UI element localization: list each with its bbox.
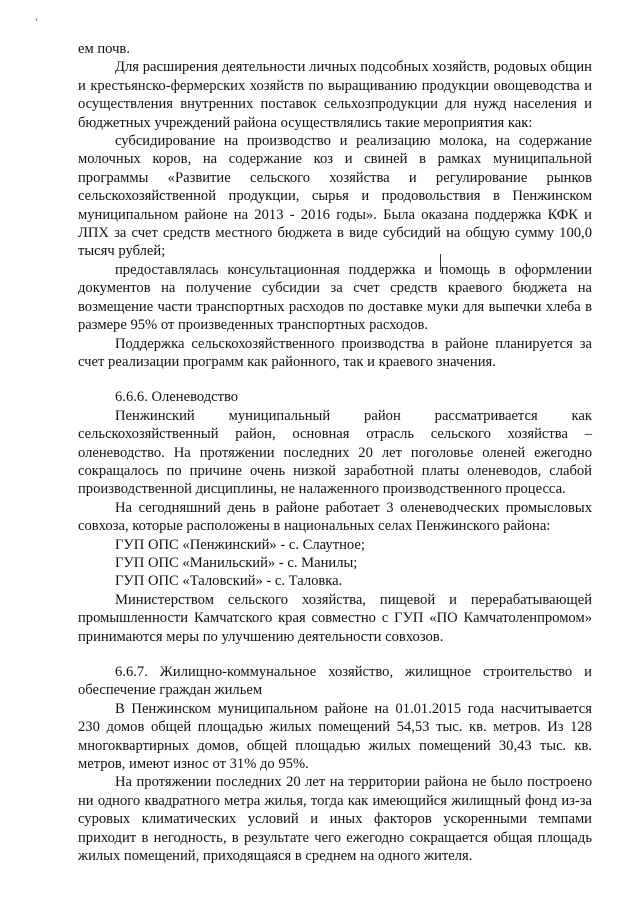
section-spacer: [78, 646, 592, 663]
paragraph-housing-stock: В Пенжинском муниципальном районе на 01.01.2015 года насчитывается 230 домов общей площадью жилых помещений 54,53 тыс. кв. метров. Из 128 многоквартирных домов, общей площадью жилых помещений 30,43 тыс. кв. метров, имеют износ от 31% до 95%.: [78, 700, 592, 773]
paragraph-reindeer-decline: Пенжинский муниципальный район рассматривается как сельскохозяйственный район, основная отрасль сельского хозяйства – оленеводство. На протяжении последних 20 лет поголовье оленей ежегодно сокращалось по причине очень низкой заработной платы оленеводов, слабой производственной дисциплины, не налаженного производственного процесса.: [78, 407, 592, 498]
paragraph-consulting-support: предоставлялась консультационная поддержка и помощь в оформлении документов на получение субсидии за счет средств краевого бюджета на возмещение части транспортных расходов по доставке муки для выпечки хлеба в размере 95% от произведенных транспортных расходов.: [78, 261, 592, 334]
list-item-manilsky: ГУП ОПС «Манильский» - с. Манилы;: [115, 554, 358, 571]
paragraph-activities-intro: Для расширения деятельности личных подсобных хозяйств, родовых общин и крестьянско-фермерских хозяйств по выращиванию продукции овощеводства и осуществления внутренних поставок сельхозпродукции для нужд населения и бюджетных учреждений района осуществлялись такие мероприятия как:: [78, 59, 592, 131]
list-item-talovsky: ГУП ОПС «Таловский» - с. Таловка.: [115, 573, 343, 590]
paragraph-support-plans: Поддержка сельскохозяйственного производства в районе планируется за счет реализации программ как районного, так и краевого значения.: [78, 335, 592, 370]
paragraph-sovkhozes: На сегодняшний день в районе работает 3 оленеводческих промысловых совхоза, которые расположены в национальных селах Пенжинского района:: [78, 499, 592, 535]
section-heading-housing: 6.6.7. Жилищно-коммунальное хозяйство, жилищное строительство и обеспечение граждан жильем: [78, 664, 592, 699]
list-item-penzhinsky: ГУП ОПС «Пенжинский» - с. Слаутное;: [115, 536, 365, 553]
corner-mark: ‹: [35, 14, 38, 24]
section-heading-reindeer: 6.6.6. Оленеводство: [115, 389, 239, 406]
paragraph-continuation: ем почв.: [78, 41, 130, 57]
paragraph-subsidies: субсидирование на производство и реализацию молока, на содержание молочных коров, на содержание коз и свиней в рамках муниципальной программы «Развитие сельского хозяйства и регулирование рынков сельскохозяйственной продукции, сырья и продовольствия в Пенжинском муниципальном районе на 2013 - 2016 годы». Была оказана поддержка КФК и ЛПХ за счет средств местного бюджета в виде субсидий на общую сумму 100,0 тысяч рублей;: [78, 133, 592, 260]
paragraph-housing-decline: На протяжении последних 20 лет на территории района не было построено ни одного квадратного метра жилья, тогда как имеющийся жилищный фонд из-за суровых климатических условий и иных факторов ускоренными темпами приходит в негодность, в результате чего ежегодно сокращается общая площадь жилых помещений, приходящаяся в среднем на одного жителя.: [78, 774, 592, 865]
section-spacer: [78, 371, 592, 388]
document-body: [78, 40, 592, 865]
paragraph-ministry-measures: Министерством сельского хозяйства, пищевой и перерабатывающей промышленности Камчатского края совместно с ГУП «ПО Камчатоленпромом» принимаются меры по улучшению деятельности совхозов.: [78, 591, 592, 645]
